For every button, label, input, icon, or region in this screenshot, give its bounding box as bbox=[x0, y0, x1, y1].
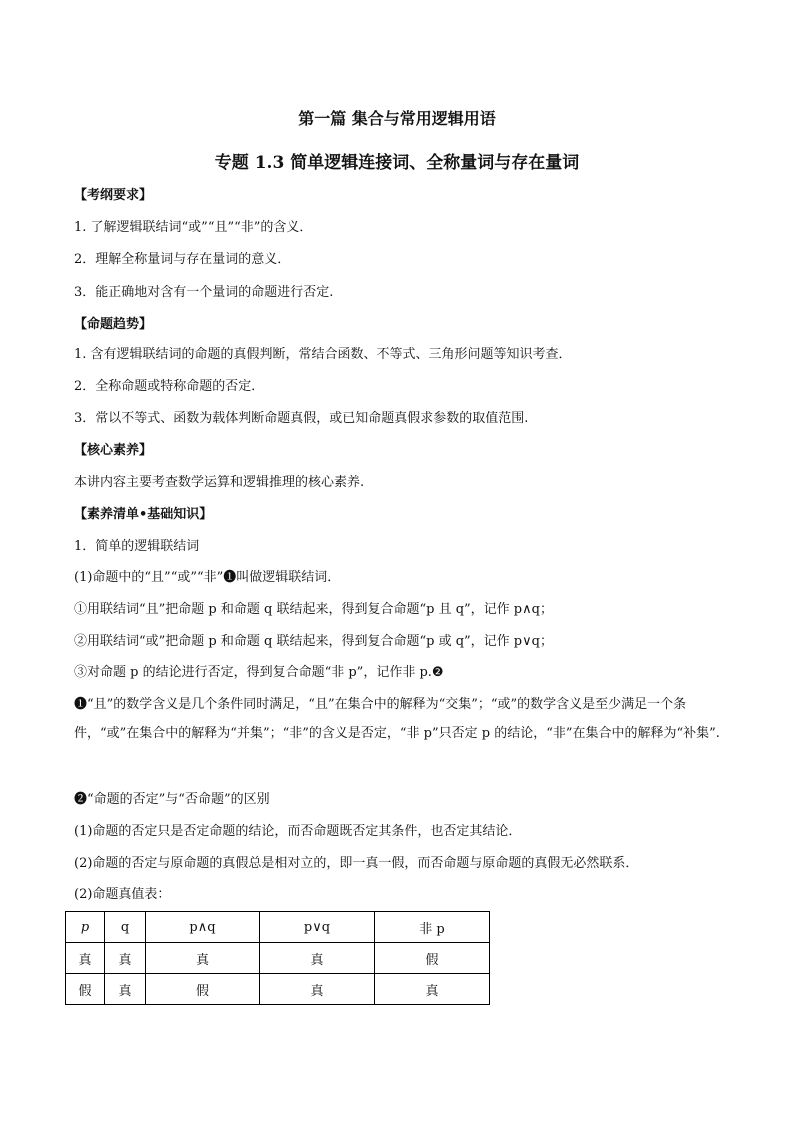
table-header-row bbox=[66, 912, 490, 943]
footnote-2-item: (1)命题的否定只是否定命题的结论，而否命题既否定其条件，也否定其结论． bbox=[74, 824, 522, 839]
table-cell: 真 bbox=[105, 974, 146, 1005]
table-cell: 假 bbox=[66, 974, 105, 1005]
trend-item: 2．全称命题或特称命题的否定． bbox=[74, 379, 265, 394]
trend-item: 1. 含有逻辑联结词的命题的真假判断，常结合函数、不等式、三角形问题等知识考查． bbox=[74, 347, 572, 362]
table-caption: (2)命题真值表： bbox=[74, 887, 171, 902]
table-cell: 真 bbox=[260, 974, 375, 1005]
table-cell: 真 bbox=[105, 943, 146, 974]
table-row bbox=[66, 943, 490, 974]
footnote-1: ❶“且”的数学含义是几个条件同时满足，“且”在集合中的解释为“交集”；“或”的数学含义是至少满足一个条件，“或”在集合中的解释为“并集”；“非”的含义是否定，“非 p”只否定 p 的结论，“非”在集合中的解释为“补集”. bbox=[74, 697, 720, 741]
table-cell: 真 bbox=[146, 943, 260, 974]
table-header-cell: p∨q bbox=[260, 912, 375, 943]
basics-line: (1)命题中的“且”“或”“非”❶叫做逻辑联结词． bbox=[74, 570, 341, 585]
section-title-basics: 【素养清单•基础知识】 bbox=[74, 507, 213, 522]
table-header-cell: q bbox=[105, 912, 146, 943]
trend-item: 3．常以不等式、函数为载体判断命题真假，或已知命题真假求参数的取值范围. bbox=[74, 411, 529, 426]
exam-requirement-item: 1. 了解逻辑联结词“或”“且”“非”的含义． bbox=[74, 220, 313, 235]
basics-subtitle: 1．简单的逻辑联结词 bbox=[74, 539, 200, 554]
basics-line: ③对命题 p 的结论进行否定，得到复合命题“非 p”，记作非 p.❷ bbox=[74, 665, 444, 680]
table-cell: 假 bbox=[375, 943, 490, 974]
table-cell: 假 bbox=[146, 974, 260, 1005]
basics-line: ①用联结词“且”把命题 p 和命题 q 联结起来，得到复合命题“p 且 q”，记作 p∧q； bbox=[74, 602, 553, 617]
section-title-exam-requirements: 【考纲要求】 bbox=[74, 188, 153, 203]
basics-line: ②用联结词“或”把命题 p 和命题 q 联结起来，得到复合命题“p 或 q”，记作 p∨q； bbox=[74, 634, 553, 649]
table-header-cell: 非 p bbox=[375, 912, 490, 943]
truth-table bbox=[65, 911, 490, 1005]
exam-requirement-item: 2．理解全称量词与存在量词的意义． bbox=[74, 252, 291, 267]
footnote-2-item: (2)命题的否定与原命题的真假总是相对立的，即一真一假，而否命题与原命题的真假无必然联系． bbox=[74, 856, 639, 871]
table-row bbox=[66, 974, 490, 1005]
chapter-title: 第一篇 集合与常用逻辑用语 bbox=[298, 109, 496, 128]
table-header-cell: p∧q bbox=[146, 912, 260, 943]
topic-title: 专题 1.3 简单逻辑连接词、全称量词与存在量词 bbox=[214, 153, 580, 173]
literacy-text: 本讲内容主要考查数学运算和逻辑推理的核心素养. bbox=[74, 475, 365, 490]
exam-requirement-item: 3．能正确地对含有一个量词的命题进行否定. bbox=[74, 285, 334, 300]
section-title-literacy: 【核心素养】 bbox=[74, 443, 153, 458]
table-cell: 真 bbox=[375, 974, 490, 1005]
table-header-cell: p bbox=[66, 912, 105, 943]
table-cell: 真 bbox=[260, 943, 375, 974]
footnote-2-title: ❷“命题的否定”与“否命题”的区别 bbox=[74, 792, 270, 807]
table-cell: 真 bbox=[66, 943, 105, 974]
section-title-trend: 【命题趋势】 bbox=[74, 317, 153, 332]
